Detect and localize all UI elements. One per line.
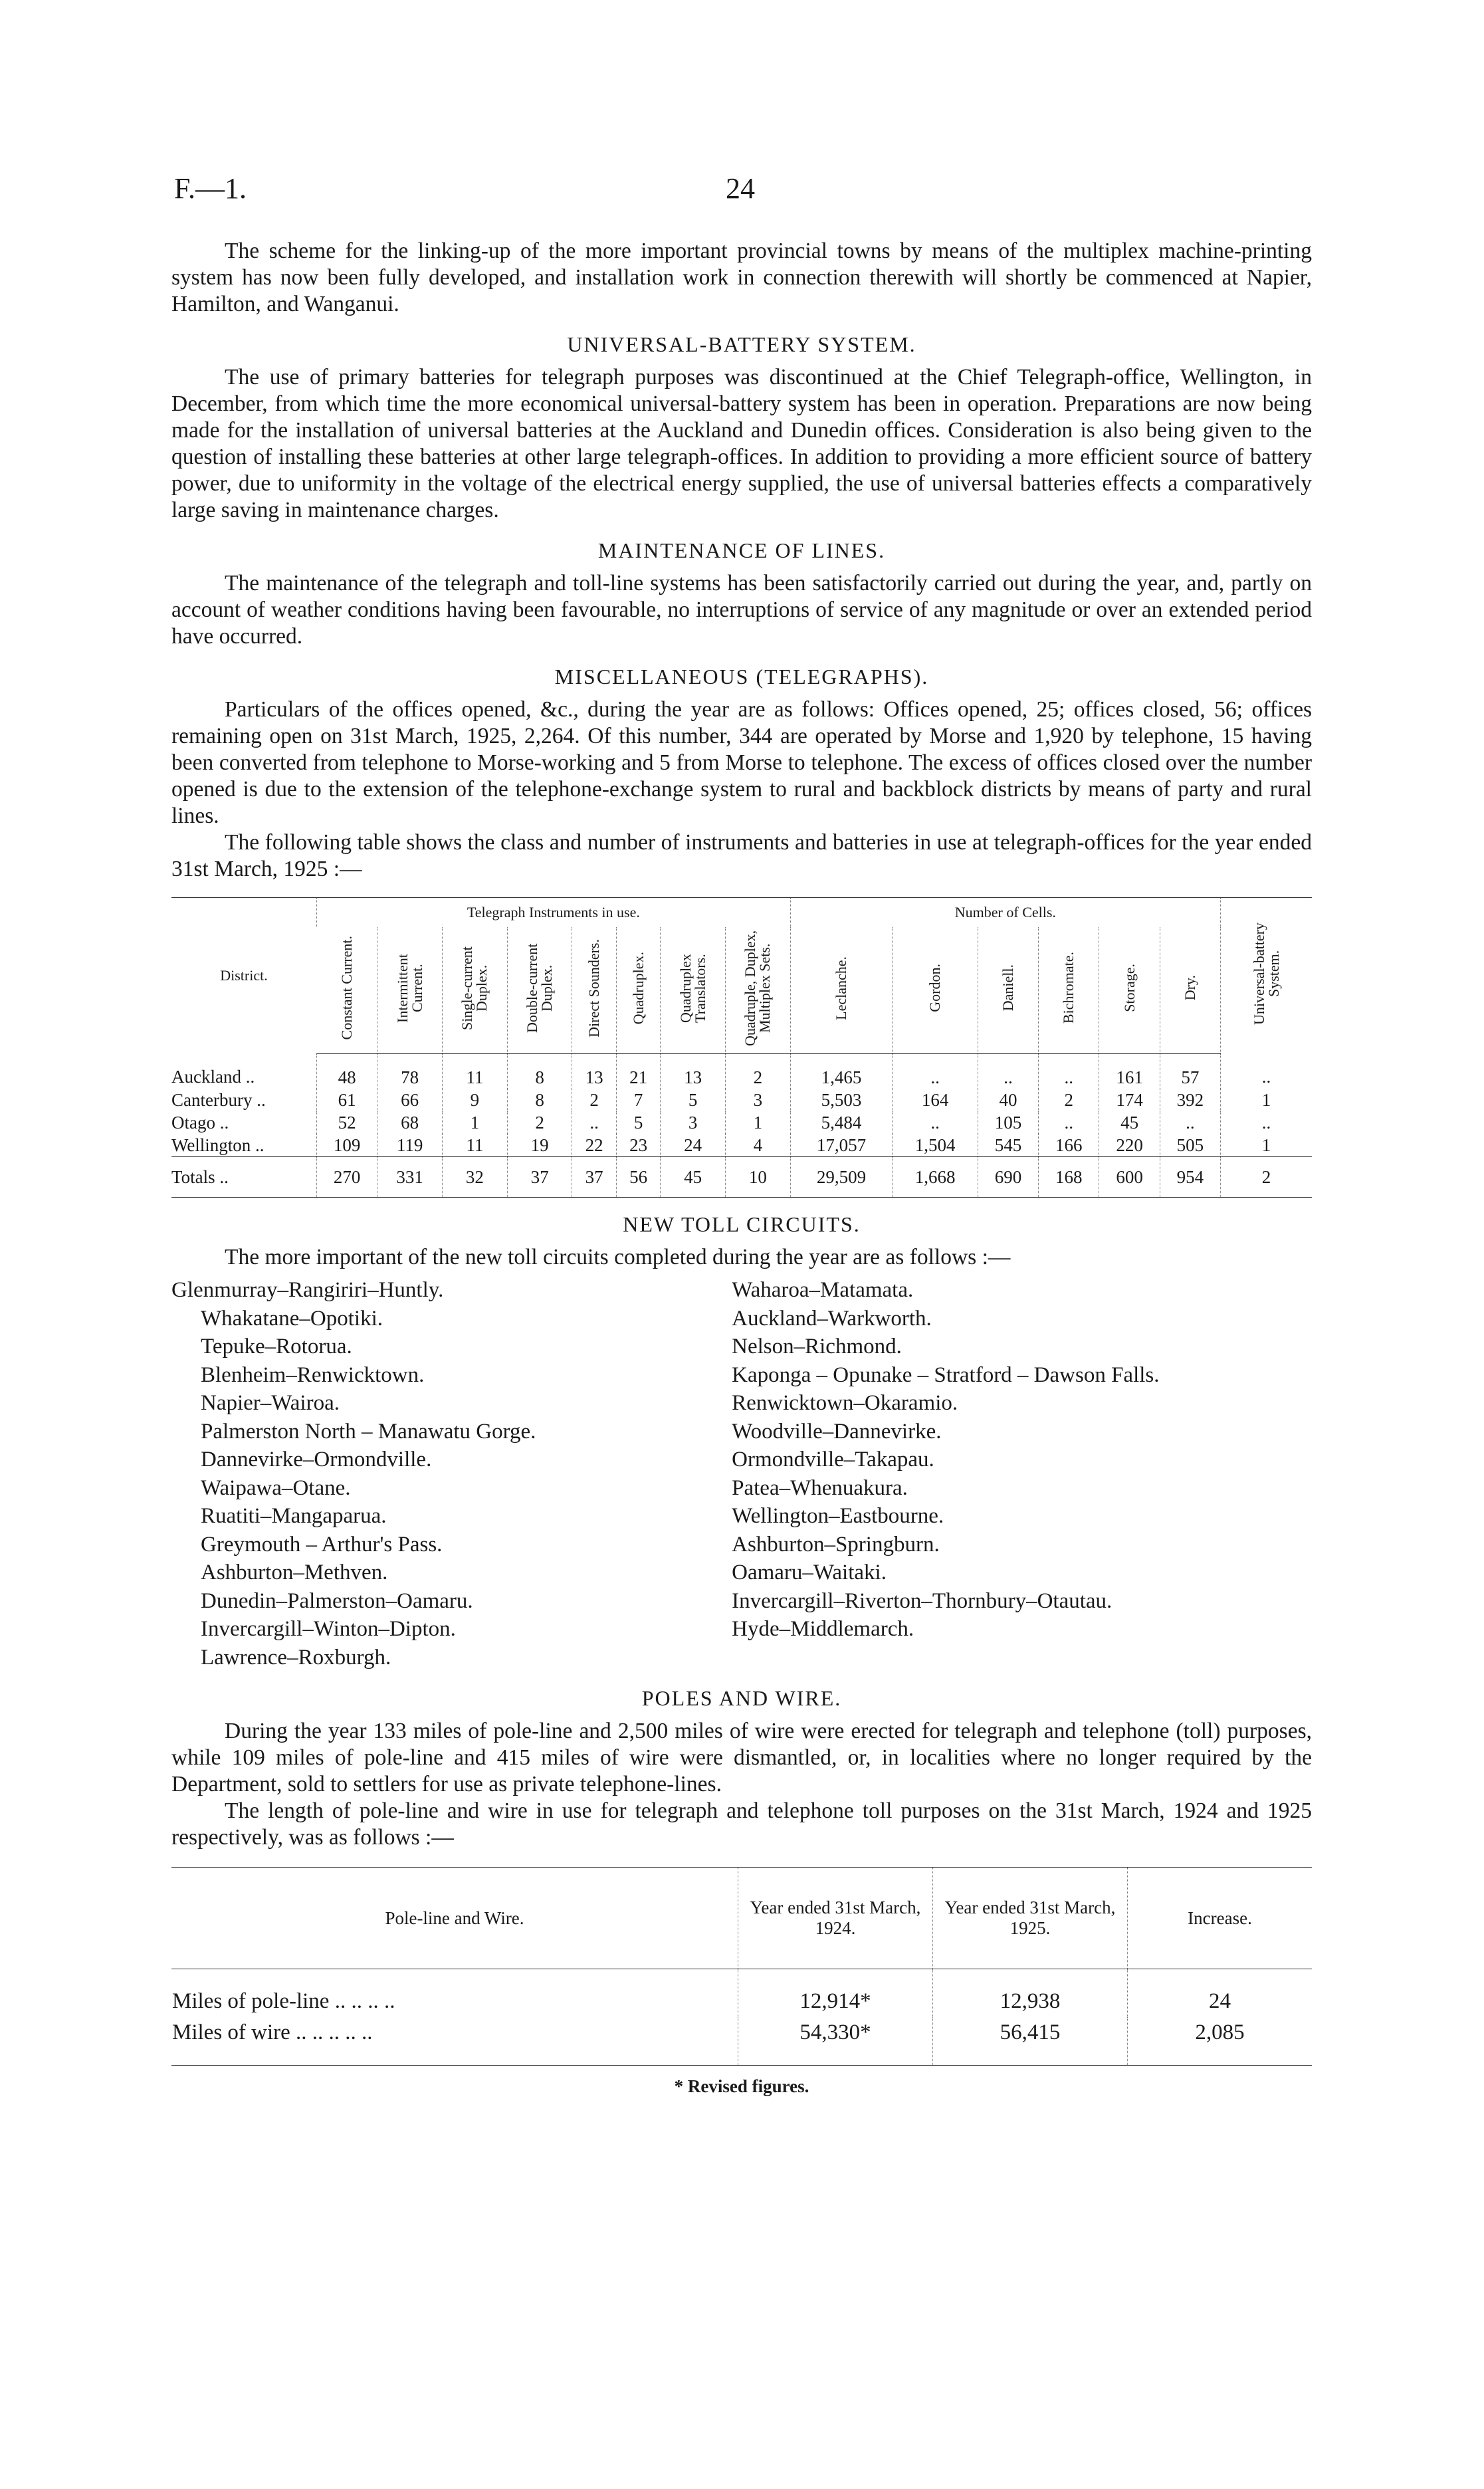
district-name: Totals .. <box>171 1157 317 1198</box>
year-1925-header: Year ended 31st March, 1925. <box>933 1868 1128 1969</box>
list-item: Invercargill–Riverton–Thornbury–Otautau. <box>732 1588 1113 1613</box>
list-item: Patea–Whenuakura. <box>732 1475 908 1500</box>
table-cell: 57 <box>1160 1054 1220 1089</box>
list-item: Waharoa–Matamata. <box>732 1278 914 1302</box>
value-increase: 2,085 <box>1128 2017 1313 2066</box>
poles-text-2: The length of pole-line and wire in use for telegraph and telephone toll purposes on the 31st March, 1924 and 1925 respectively, was as follows :— <box>171 1798 1312 1850</box>
cells-group-header: Number of Cells. <box>790 898 1220 928</box>
footnote: * Revised figures. <box>674 2076 809 2096</box>
value-1925: 56,415 <box>933 2017 1128 2066</box>
column-header: Quadruple, Duplex, Multiplex Sets. <box>726 927 791 1054</box>
table-cell: 52 <box>317 1111 377 1134</box>
toll-circuits-left-column <box>171 1276 732 1672</box>
table-cell: 32 <box>443 1157 508 1198</box>
table-cell: .. <box>1221 1111 1313 1134</box>
misc-table-intro: The following table shows the class and number of instruments and batteries in use at telegraph-offices for the year ended 31st March, 1925 :— <box>171 830 1312 881</box>
list-item: Nelson–Richmond. <box>732 1335 902 1358</box>
table-cell: .. <box>572 1111 616 1134</box>
list-item: Woodville–Dannevirke. <box>732 1419 942 1444</box>
table-cell: 1,668 <box>893 1157 978 1198</box>
table-cell: 1 <box>443 1111 508 1134</box>
table-cell: 1,504 <box>893 1134 978 1157</box>
table-cell: 61 <box>317 1089 377 1111</box>
table-cell: 119 <box>377 1134 443 1157</box>
table-cell: 11 <box>443 1054 508 1089</box>
list-item: Glenmurray–Rangiriri–Huntly. <box>171 1278 444 1302</box>
table-row <box>171 1111 1312 1134</box>
table-cell: 21 <box>616 1054 660 1089</box>
column-header: Leclanche. <box>790 927 893 1054</box>
table-cell: 168 <box>1039 1157 1099 1198</box>
toll-circuits-intro: The more important of the new toll circuits completed during the year are as follows :— <box>225 1245 1011 1269</box>
table-row <box>171 1969 1312 2018</box>
list-item: Ormondville–Takapau. <box>732 1448 934 1471</box>
table-row <box>171 1134 1312 1157</box>
misc-heading: MISCELLANEOUS (TELEGRAPHS). <box>554 665 929 689</box>
list-item: Waipawa–Otane. <box>201 1475 351 1500</box>
table-cell: 954 <box>1160 1157 1220 1198</box>
column-header: Universal-battery System. <box>1221 898 1313 1054</box>
table-cell: 19 <box>507 1134 572 1157</box>
list-item: Kaponga – Opunake – Stratford – Dawson Falls. <box>732 1362 1160 1387</box>
table-cell: 109 <box>317 1134 377 1157</box>
value-increase: 24 <box>1128 1969 1313 2018</box>
table-cell: 7 <box>616 1089 660 1111</box>
page-number: 24 <box>726 172 755 205</box>
column-header: Dry. <box>1160 927 1220 1054</box>
page-header <box>174 171 1317 211</box>
table-cell: 174 <box>1099 1089 1160 1111</box>
row-label: Miles of pole-line .. .. .. .. <box>172 1989 395 2013</box>
list-item: Dunedin–Palmerston–Oamaru. <box>201 1588 473 1613</box>
table-cell: 2 <box>726 1054 791 1089</box>
list-item: Blenheim–Renwicktown. <box>201 1362 425 1387</box>
table-cell: 2 <box>1039 1089 1099 1111</box>
list-item: Ashburton–Springburn. <box>732 1532 940 1557</box>
column-header: Double-current Duplex. <box>507 927 572 1054</box>
column-header: Single-current Duplex. <box>443 927 508 1054</box>
district-name: Canterbury .. <box>171 1089 266 1110</box>
table-cell: .. <box>978 1054 1038 1089</box>
poles-table <box>171 1867 1312 2066</box>
year-1924-header: Year ended 31st March, 1924. <box>738 1868 933 1969</box>
toll-circuits-list <box>171 1276 1312 1672</box>
table-cell: 4 <box>726 1134 791 1157</box>
table-row <box>171 2017 1312 2066</box>
table-cell: .. <box>1160 1111 1220 1134</box>
table-cell: 2 <box>507 1111 572 1134</box>
column-header: Bichromate. <box>1039 927 1099 1054</box>
column-header: Storage. <box>1099 927 1160 1054</box>
district-name: Otago .. <box>171 1112 229 1133</box>
list-item: Whakatane–Opotiki. <box>201 1306 383 1331</box>
table-cell: 40 <box>978 1089 1038 1111</box>
table-cell: 392 <box>1160 1089 1220 1111</box>
list-item: Wellington–Eastbourne. <box>732 1504 944 1528</box>
maintenance-text: The maintenance of the telegraph and toll-line systems has been satisfactorily carried out during the year, and, partly on account of weather conditions having been favourable, no interruptions of service of any magnitude or over an extended period have occurred. <box>171 571 1312 649</box>
table-cell: 8 <box>507 1089 572 1111</box>
table-cell: 56 <box>616 1157 660 1198</box>
column-header: Quadruplex Translators. <box>661 927 726 1054</box>
list-item: Lawrence–Roxburgh. <box>201 1645 391 1670</box>
pole-line-header: Pole-line and Wire. <box>171 1868 738 1969</box>
universal-battery-heading: UNIVERSAL-BATTERY SYSTEM. <box>567 332 916 356</box>
table-cell: 45 <box>661 1157 726 1198</box>
instruments-table <box>171 897 1312 1198</box>
table-cell: 505 <box>1160 1134 1220 1157</box>
table-cell: 3 <box>726 1089 791 1111</box>
totals-row <box>171 1157 1312 1198</box>
universal-battery-text: The use of primary batteries for telegraph purposes was discontinued at the Chief Telegraph-office, Wellington, in December, from which time the more economical universal-battery system has been in operation. Preparations are now being made for the installation of universal batteries at the Auckland and Dunedin offices. Consideration is also being given to the question of installing these batteries at other large telegraph-offices. In addition to providing a more efficient source of battery power, due to uniformity in the voltage of the electrical energy supplied, the use of universal batteries effects a comparatively large saving in maintenance charges. <box>171 365 1312 522</box>
table-cell: 3 <box>661 1111 726 1134</box>
district-name: Wellington .. <box>171 1135 265 1155</box>
column-header: Direct Sounders. <box>572 927 616 1054</box>
value-1925: 12,938 <box>933 1969 1128 2018</box>
instruments-group-header: Telegraph Instruments in use. <box>317 898 791 928</box>
table-cell: 13 <box>572 1054 616 1089</box>
table-cell: 5 <box>616 1111 660 1134</box>
table-cell: 17,057 <box>790 1134 893 1157</box>
table-cell: 23 <box>616 1134 660 1157</box>
list-item: Invercargill–Winton–Dipton. <box>201 1617 456 1641</box>
table-cell: 2 <box>1221 1157 1313 1198</box>
table-cell: 10 <box>726 1157 791 1198</box>
table-cell: 68 <box>377 1111 443 1134</box>
list-item: Auckland–Warkworth. <box>732 1306 932 1331</box>
table-cell: .. <box>1039 1054 1099 1089</box>
table-row <box>171 1054 1312 1089</box>
district-name: Auckland .. <box>171 1067 255 1087</box>
table-cell: 220 <box>1099 1134 1160 1157</box>
table-cell: .. <box>1039 1111 1099 1134</box>
list-item: Palmerston North – Manawatu Gorge. <box>201 1419 536 1444</box>
table-cell: 11 <box>443 1134 508 1157</box>
table-cell: 5,503 <box>790 1089 893 1111</box>
table-cell: 1 <box>1221 1134 1313 1157</box>
table-cell: 8 <box>507 1054 572 1089</box>
table-cell: 78 <box>377 1054 443 1089</box>
list-item: Ruatiti–Mangaparua. <box>201 1504 387 1528</box>
value-1924: 54,330* <box>738 2017 933 2066</box>
list-item: Ashburton–Methven. <box>201 1561 388 1584</box>
table-cell: 22 <box>572 1134 616 1157</box>
list-item: Dannevirke–Ormondville. <box>201 1448 432 1471</box>
document-id: F.—1. <box>174 172 247 205</box>
table-cell: 5 <box>661 1089 726 1111</box>
toll-circuits-heading: NEW TOLL CIRCUITS. <box>623 1212 861 1236</box>
list-item: Oamaru–Waitaki. <box>732 1561 887 1584</box>
table-cell: 45 <box>1099 1111 1160 1134</box>
table-cell: 48 <box>317 1054 377 1089</box>
table-cell: 66 <box>377 1089 443 1111</box>
table-cell: 1 <box>1221 1089 1313 1111</box>
table-cell: .. <box>893 1111 978 1134</box>
table-cell: 164 <box>893 1089 978 1111</box>
list-item: Greymouth – Arthur's Pass. <box>201 1532 443 1557</box>
table-cell: 9 <box>443 1089 508 1111</box>
table-cell: 5,484 <box>790 1111 893 1134</box>
list-item: Napier–Wairoa. <box>201 1391 340 1415</box>
list-item: Renwicktown–Okaramio. <box>732 1391 958 1415</box>
table-cell: 37 <box>507 1157 572 1198</box>
table-cell: 690 <box>978 1157 1038 1198</box>
table-cell: 331 <box>377 1157 443 1198</box>
table-cell: 29,509 <box>790 1157 893 1198</box>
table-cell: 2 <box>572 1089 616 1111</box>
maintenance-heading: MAINTENANCE OF LINES. <box>597 538 886 562</box>
poles-text-1: During the year 133 miles of pole-line and 2,500 miles of wire were erected for telegraph and telephone (toll) purposes, while 109 miles of pole-line and 415 miles of wire were dismantled, or, in localities where no longer required by the Department, sold to settlers for use as private telephone-lines. <box>171 1719 1312 1796</box>
table-cell: 600 <box>1099 1157 1160 1198</box>
column-header: Quadruplex. <box>616 927 660 1054</box>
table-cell: 105 <box>978 1111 1038 1134</box>
page-content <box>171 238 1312 2097</box>
toll-circuits-right-column <box>732 1276 1312 1672</box>
table-cell: 37 <box>572 1157 616 1198</box>
table-cell: 270 <box>317 1157 377 1198</box>
increase-header: Increase. <box>1128 1868 1313 1969</box>
table-cell: 24 <box>661 1134 726 1157</box>
misc-text: Particulars of the offices opened, &c., during the year are as follows: Offices opened, 25; offices closed, 56; offices remaining open on 31st March, 1925, 2,264. Of this number, 344 are operated by Morse and 1,920 by telephone, 15 having been converted from telephone to Morse-working and 5 from Morse to telephone. The excess of offices closed over the number opened is due to the extension of the telephone-exchange system to rural and backblock districts by means of party and rural lines. <box>171 697 1312 828</box>
list-item: Hyde–Middlemarch. <box>732 1617 914 1641</box>
poles-heading: POLES AND WIRE. <box>641 1686 842 1710</box>
table-row <box>171 1089 1312 1111</box>
table-cell: 1 <box>726 1111 791 1134</box>
district-header: District. <box>171 898 317 1054</box>
table-cell: 1,465 <box>790 1054 893 1089</box>
column-header: Intermittent Current. <box>377 927 443 1054</box>
value-1924: 12,914* <box>738 1969 933 2018</box>
column-header: Constant Current. <box>317 927 377 1054</box>
table-cell: .. <box>1221 1054 1313 1089</box>
table-cell: 161 <box>1099 1054 1160 1089</box>
column-header: Gordon. <box>893 927 978 1054</box>
table-cell: 13 <box>661 1054 726 1089</box>
row-label: Miles of wire .. .. .. .. .. <box>171 2017 738 2066</box>
table-cell: 545 <box>978 1134 1038 1157</box>
column-header: Daniell. <box>978 927 1038 1054</box>
table-cell: .. <box>893 1054 978 1089</box>
table-cell: 166 <box>1039 1134 1099 1157</box>
intro-paragraph: The scheme for the linking-up of the more important provincial towns by means of the multiplex machine-printing system has now been fully developed, and installation work in connection therewith will shortly be commenced at Napier, Hamilton, and Wanganui. <box>171 239 1312 316</box>
list-item: Tepuke–Rotorua. <box>201 1335 352 1358</box>
